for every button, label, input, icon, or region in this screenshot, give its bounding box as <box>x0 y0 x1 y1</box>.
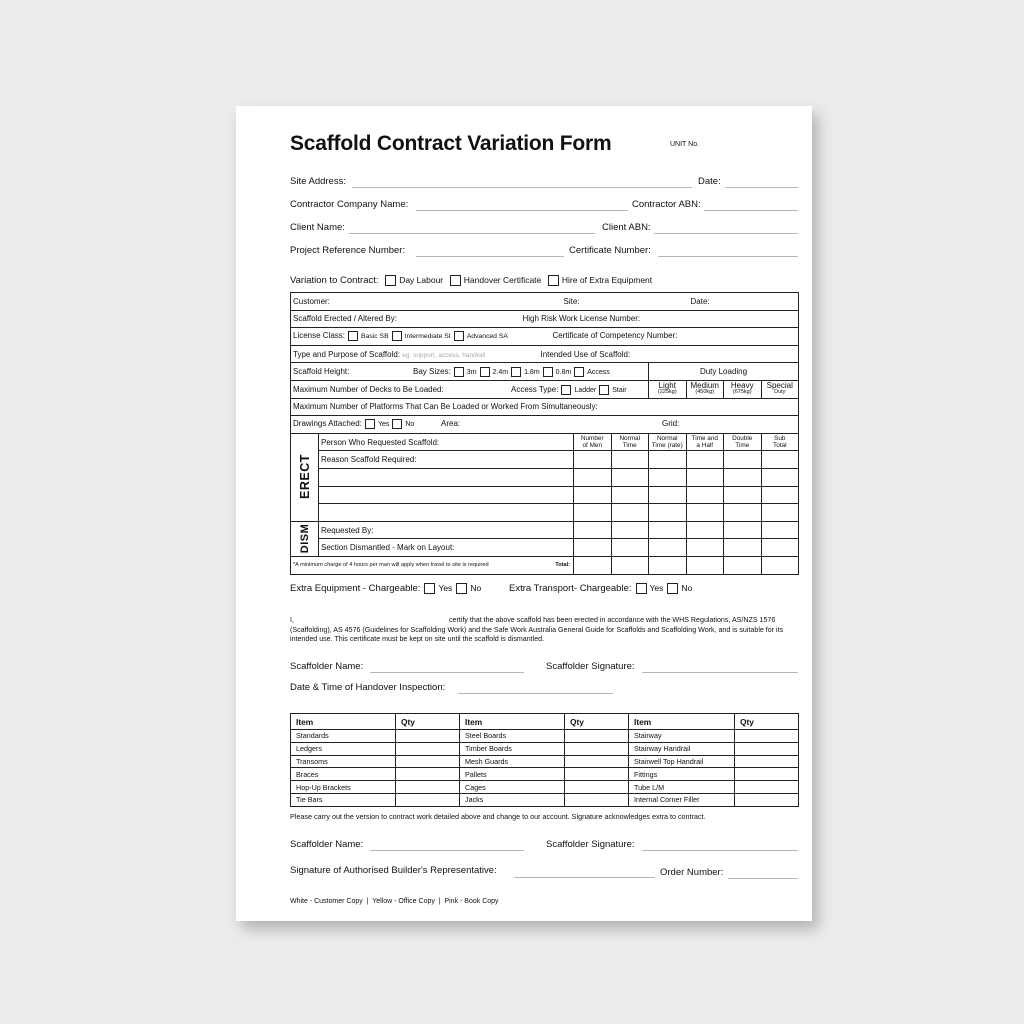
grid-cell[interactable] <box>761 486 799 504</box>
access-type-group <box>511 385 627 395</box>
day-labour-label: Day Labour <box>399 275 444 286</box>
total-cell[interactable] <box>686 556 724 574</box>
grid-cell[interactable] <box>574 539 612 557</box>
bay-0-8m-label: 0.8m <box>555 369 572 377</box>
bay-3m-checkbox[interactable] <box>454 367 464 377</box>
duty-heavy-label: Heavy <box>730 381 754 391</box>
grid-cell[interactable] <box>611 521 649 539</box>
person-requested-cell[interactable] <box>319 433 574 451</box>
min-charge-note: *A minimum charge of 4 hours per man will apply when travel to site is required <box>293 562 489 569</box>
header-line: Double <box>732 435 753 443</box>
grid-cell[interactable] <box>761 521 799 539</box>
qty-cell[interactable] <box>396 730 460 743</box>
access-type-label: Access Type: <box>511 384 559 394</box>
handover-field[interactable] <box>458 693 613 694</box>
item-header: Item <box>629 714 735 730</box>
hrw-license-label: High Risk Work License Number: <box>522 314 641 324</box>
item-header: Item <box>291 714 396 730</box>
client-abn-label: Client ABN: <box>602 222 651 233</box>
reason-required-cell[interactable] <box>319 451 574 469</box>
erect-section-label: ERECT <box>291 433 319 521</box>
item-cell: Hop-Up Brackets <box>291 781 396 794</box>
intermediate-si-label: Intermediate SI <box>404 333 451 341</box>
basic-sb-label: Basic SB <box>361 333 389 341</box>
item-cell: Braces <box>291 768 396 781</box>
certification-i: I, <box>290 616 294 624</box>
extra-transport-label: Extra Transport- Chargeable: <box>509 583 632 595</box>
builder-signature-field[interactable] <box>514 877 655 878</box>
form-title: Scaffold Contract Variation Form <box>290 132 612 155</box>
site-label: Site: <box>563 296 580 306</box>
grid-cell[interactable] <box>724 486 762 504</box>
duty-medium-label: Medium <box>690 381 719 391</box>
grid-cell[interactable] <box>611 539 649 557</box>
qty-cell[interactable] <box>735 781 799 794</box>
item-cell: Standards <box>291 730 396 743</box>
bay-sizes-group <box>413 367 610 377</box>
table-row <box>291 380 799 398</box>
equipment-yes-checkbox[interactable] <box>424 583 435 594</box>
table-row <box>291 345 799 363</box>
qty-cell[interactable] <box>735 793 799 806</box>
table-date-label: Date: <box>690 296 710 306</box>
reason-required-label: Reason Scaffold Required: <box>321 455 417 465</box>
grid-cell[interactable] <box>649 486 687 504</box>
qty-cell[interactable] <box>735 768 799 781</box>
drawings-no-label: No <box>405 421 415 429</box>
duty-special-sub: Duty <box>774 389 786 396</box>
qty-cell[interactable] <box>396 781 460 794</box>
qty-header: Qty <box>565 714 629 730</box>
drawings-yes-label: Yes <box>377 421 390 429</box>
site-address-label: Site Address: <box>290 176 346 187</box>
qty-cell[interactable] <box>565 793 629 806</box>
qty-cell[interactable] <box>396 755 460 768</box>
duty-light-sub: (225kg) <box>657 389 677 396</box>
competency-label: Certificate of Competency Number: <box>552 331 678 341</box>
normal-time-rate-header <box>649 433 687 451</box>
type-purpose-placeholder: eg. support, access, handrail <box>402 351 486 359</box>
item-cell: Ledgers <box>291 742 396 755</box>
header-line: of Men <box>582 442 603 450</box>
grid-cell[interactable] <box>761 451 799 469</box>
client-name-field[interactable] <box>349 233 595 234</box>
item-cell: Stairwell Top Handrail <box>629 755 735 768</box>
certificate-number-field[interactable] <box>658 256 798 257</box>
order-number-field[interactable] <box>728 878 798 879</box>
scaffold-height-label: Scaffold Height: <box>293 367 350 377</box>
requested-by-label: Requested By: <box>321 525 374 535</box>
grid-cell[interactable] <box>686 504 724 522</box>
drawings-no-checkbox[interactable] <box>392 419 402 429</box>
section-dismantled-cell[interactable] <box>319 539 574 557</box>
bay-2-4m-label: 2.4m <box>492 369 509 377</box>
certification-text: certify that the above scaffold has been erected in accordance with the WHS Regulations, AS/NZS 1576 (Scaffolding), AS 4576 (Guidelines for Scaffolding Work) and the Safe Work Australia General Guide for Scaffolds and Scaffolding Work, and is suitable for its intended use. This certificate must be kept on site until the scaffold is dismantled. <box>290 616 784 644</box>
grid-cell[interactable] <box>574 504 612 522</box>
table-row <box>291 433 799 451</box>
duty-special-cell[interactable] <box>761 380 799 398</box>
grid-cell[interactable] <box>611 504 649 522</box>
item-cell: Steel Boards <box>460 730 565 743</box>
drawings-label: Drawings Attached: <box>293 419 362 429</box>
max-decks-cell <box>291 380 649 398</box>
ladder-checkbox[interactable] <box>561 385 571 395</box>
table-row <box>291 781 799 794</box>
bay-2-4m-checkbox[interactable] <box>480 367 490 377</box>
qty-cell[interactable] <box>565 755 629 768</box>
header-line: Normal <box>619 435 641 443</box>
handover-certificate-label: Handover Certificate <box>463 275 542 286</box>
license-class-label: License Class: <box>293 331 346 341</box>
variation-label: Variation to Contract: <box>290 275 379 287</box>
grid-cell[interactable] <box>649 504 687 522</box>
grid-cell[interactable] <box>761 539 799 557</box>
handover-certificate-checkbox[interactable] <box>450 275 461 286</box>
contractor-abn-field[interactable] <box>704 210 798 211</box>
header-line: Time (rate) <box>651 442 683 450</box>
header-line: Time <box>735 442 750 450</box>
table-row <box>291 310 799 328</box>
type-purpose-label: Type and Purpose of Scaffold: <box>293 349 401 359</box>
grid-cell[interactable] <box>611 486 649 504</box>
contract-note: Please carry out the version to contract work detailed above and change to our account. Signature acknowledges extra to contract. <box>290 812 706 821</box>
item-cell: Pallets <box>460 768 565 781</box>
certification-statement <box>290 616 800 645</box>
item-cell: Transoms <box>291 755 396 768</box>
drawings-cell <box>291 416 799 434</box>
double-time-header <box>724 433 762 451</box>
qty-header: Qty <box>396 714 460 730</box>
total-cell[interactable] <box>724 556 762 574</box>
qty-cell[interactable] <box>396 768 460 781</box>
form-page <box>236 106 812 921</box>
intended-use-label: Intended Use of Scaffold: <box>540 349 631 359</box>
duty-light-label: Light <box>658 381 676 391</box>
table-row <box>291 363 799 381</box>
header-line: Sub <box>774 435 786 443</box>
item-cell: Cages <box>460 781 565 794</box>
stair-label: Stair <box>612 386 627 394</box>
item-header: Item <box>460 714 565 730</box>
drawings-yes-checkbox[interactable] <box>365 419 375 429</box>
total-cell[interactable] <box>761 556 799 574</box>
qty-cell[interactable] <box>396 793 460 806</box>
variation-row <box>290 275 652 286</box>
item-cell: Timber Boards <box>460 742 565 755</box>
qty-cell[interactable] <box>396 742 460 755</box>
grid-cell[interactable] <box>611 468 649 486</box>
blank-entry-cell[interactable] <box>319 468 574 486</box>
table-row <box>291 468 799 486</box>
grid-cell[interactable] <box>724 539 762 557</box>
blank-entry-cell[interactable] <box>319 504 574 522</box>
grid-cell[interactable] <box>724 504 762 522</box>
blank-entry-cell[interactable] <box>319 486 574 504</box>
table-row <box>291 521 799 539</box>
order-number-label: Order Number: <box>660 867 724 878</box>
table-row <box>291 742 799 755</box>
basic-sb-checkbox[interactable] <box>348 331 358 341</box>
item-cell: Fittings <box>629 768 735 781</box>
table-row <box>291 328 799 346</box>
grid-cell[interactable] <box>574 468 612 486</box>
table-row <box>291 730 799 743</box>
day-labour-checkbox[interactable] <box>385 275 396 286</box>
equipment-yes-label: Yes <box>438 583 453 594</box>
total-cell[interactable] <box>649 556 687 574</box>
bay-3m-label: 3m <box>466 369 477 377</box>
item-cell: Jacks <box>460 793 565 806</box>
qty-cell[interactable] <box>735 730 799 743</box>
table-row <box>291 486 799 504</box>
scaffolder-name-field[interactable] <box>370 672 524 673</box>
duty-medium-cell[interactable] <box>686 380 724 398</box>
person-requested-label: Person Who Requested Scaffold: <box>321 437 440 447</box>
header-line: Total <box>773 442 787 450</box>
date-label: Date: <box>698 176 721 187</box>
type-purpose-cell[interactable] <box>291 345 799 363</box>
bay-1-8m-label: 1.8m <box>524 369 540 377</box>
advanced-sa-checkbox[interactable] <box>454 331 464 341</box>
grid-cell[interactable] <box>574 486 612 504</box>
max-decks-label: Maximum Number of Decks to Be Loaded: <box>293 384 444 394</box>
bay-access-checkbox[interactable] <box>574 367 584 377</box>
header-line: a Half <box>696 442 714 450</box>
table-row <box>291 793 799 806</box>
transport-no-checkbox[interactable] <box>667 583 678 594</box>
qty-header: Qty <box>735 714 799 730</box>
scaffold-details-table <box>290 292 799 575</box>
extra-transport-row <box>509 583 692 594</box>
item-cell: Tube L/M <box>629 781 735 794</box>
dism-section-label: DISM <box>291 521 319 556</box>
builder-signature-label: Signature of Authorised Builder's Representative: <box>290 865 497 876</box>
equipment-no-checkbox[interactable] <box>456 583 467 594</box>
qty-cell[interactable] <box>565 742 629 755</box>
min-charge-cell <box>291 556 574 574</box>
grid-cell[interactable] <box>649 521 687 539</box>
qty-cell[interactable] <box>565 781 629 794</box>
table-row <box>291 293 799 311</box>
transport-no-label: No <box>681 583 693 594</box>
grid-cell[interactable] <box>649 539 687 557</box>
copy-distribution-footer: White - Customer Copy | Yellow - Office Copy | Pink - Book Copy <box>290 898 499 905</box>
items-table <box>290 713 799 807</box>
contractor-company-label: Contractor Company Name: <box>290 199 409 210</box>
date-field[interactable] <box>725 187 798 188</box>
customer-cell[interactable] <box>291 293 799 311</box>
duty-heavy-sub: (675kg) <box>732 389 752 396</box>
normal-time-header <box>611 433 649 451</box>
header-line: Time and <box>691 435 718 443</box>
table-row <box>291 539 799 557</box>
total-label: Total: <box>555 562 570 569</box>
intermediate-si-checkbox[interactable] <box>392 331 402 341</box>
extra-equipment-label: Extra Equipment - Chargeable: <box>290 583 421 595</box>
stair-checkbox[interactable] <box>599 385 609 395</box>
transport-yes-label: Yes <box>649 583 664 594</box>
sub-total-header <box>761 433 799 451</box>
section-dismantled-label: Section Dismantled - Mark on Layout: <box>321 543 455 553</box>
bottom-scaffolder-signature-label: Scaffolder Signature: <box>546 839 635 850</box>
bay-sizes-label: Bay Sizes: <box>413 367 451 377</box>
item-cell: Tie Bars <box>291 793 396 806</box>
grid-cell[interactable] <box>649 468 687 486</box>
customer-label: Customer: <box>293 296 330 306</box>
header-line: Number <box>580 435 604 443</box>
grid-cell[interactable] <box>724 468 762 486</box>
scaffolder-signature-label: Scaffolder Signature: <box>546 661 635 672</box>
grid-cell[interactable] <box>761 468 799 486</box>
client-name-label: Client Name: <box>290 222 345 233</box>
bottom-scaffolder-name-label: Scaffolder Name: <box>290 839 364 850</box>
grid-cell[interactable] <box>574 451 612 469</box>
transport-yes-checkbox[interactable] <box>636 583 647 594</box>
project-reference-label: Project Reference Number: <box>290 245 406 256</box>
erected-by-cell[interactable] <box>291 310 799 328</box>
bay-1-8m-checkbox[interactable] <box>511 367 521 377</box>
grid-cell[interactable] <box>686 451 724 469</box>
table-row <box>291 398 799 416</box>
grid-cell[interactable] <box>574 521 612 539</box>
grid-cell[interactable] <box>761 504 799 522</box>
item-cell: Mesh Guards <box>460 755 565 768</box>
requested-by-cell[interactable] <box>319 521 574 539</box>
table-row <box>291 556 799 574</box>
grid-cell[interactable] <box>686 539 724 557</box>
grid-cell[interactable] <box>686 486 724 504</box>
hire-equipment-label: Hire of Extra Equipment <box>561 275 653 286</box>
qty-cell[interactable] <box>735 742 799 755</box>
qty-cell[interactable] <box>735 755 799 768</box>
item-cell: Stairway <box>629 730 735 743</box>
max-platforms-label: Maximum Number of Platforms That Can Be Loaded or Worked From Simultaneously: <box>293 402 598 412</box>
bottom-scaffolder-signature-field[interactable] <box>642 850 798 851</box>
duty-special-label: Special <box>766 381 793 391</box>
grid-cell[interactable] <box>686 468 724 486</box>
header-line: Time <box>622 442 637 450</box>
total-cell[interactable] <box>574 556 612 574</box>
unit-number-label: UNIT No. <box>670 141 700 148</box>
time-and-half-header <box>686 433 724 451</box>
max-platforms-cell[interactable] <box>291 398 799 416</box>
equipment-no-label: No <box>470 583 482 594</box>
total-cell[interactable] <box>611 556 649 574</box>
duty-medium-sub: (450kg) <box>695 389 715 396</box>
license-class-cell <box>291 328 799 346</box>
extra-equipment-row <box>290 583 481 594</box>
qty-cell[interactable] <box>565 730 629 743</box>
table-row <box>291 504 799 522</box>
scaffold-height-cell <box>291 363 649 381</box>
grid-cell[interactable] <box>724 521 762 539</box>
handover-label: Date & Time of Handover Inspection: <box>290 682 446 693</box>
contractor-company-field[interactable] <box>416 210 628 211</box>
project-reference-field[interactable] <box>416 256 564 257</box>
hire-equipment-checkbox[interactable] <box>548 275 559 286</box>
duty-light-cell[interactable] <box>649 380 687 398</box>
table-row <box>291 755 799 768</box>
table-row <box>291 768 799 781</box>
ladder-label: Ladder <box>574 386 597 394</box>
grid-cell[interactable] <box>649 451 687 469</box>
site-address-field[interactable] <box>352 187 692 188</box>
table-row <box>291 416 799 434</box>
bay-access-label: Access <box>587 369 610 377</box>
table-row <box>291 451 799 469</box>
item-cell: Stairway Handrail <box>629 742 735 755</box>
qty-cell[interactable] <box>565 768 629 781</box>
client-abn-field[interactable] <box>654 233 798 234</box>
grid-cell[interactable] <box>611 451 649 469</box>
grid-cell[interactable] <box>686 521 724 539</box>
contractor-abn-label: Contractor ABN: <box>632 199 701 210</box>
certificate-number-label: Certificate Number: <box>569 245 651 256</box>
grid-label: Grid: <box>662 419 680 429</box>
scaffolder-name-label: Scaffolder Name: <box>290 661 364 672</box>
bottom-scaffolder-name-field[interactable] <box>370 850 524 851</box>
grid-cell[interactable] <box>724 451 762 469</box>
erected-by-label: Scaffold Erected / Altered By: <box>293 314 397 324</box>
items-header-row <box>291 714 799 730</box>
duty-loading-header: Duty Loading <box>649 363 799 381</box>
number-of-men-header <box>574 433 612 451</box>
scaffolder-signature-field[interactable] <box>642 672 798 673</box>
advanced-sa-label: Advanced SA <box>466 333 508 341</box>
duty-heavy-cell[interactable] <box>724 380 762 398</box>
area-label: Area: <box>441 419 461 429</box>
item-cell: Internal Corner Filler <box>629 793 735 806</box>
header-line: Normal <box>656 435 678 443</box>
bay-0-8m-checkbox[interactable] <box>543 367 553 377</box>
